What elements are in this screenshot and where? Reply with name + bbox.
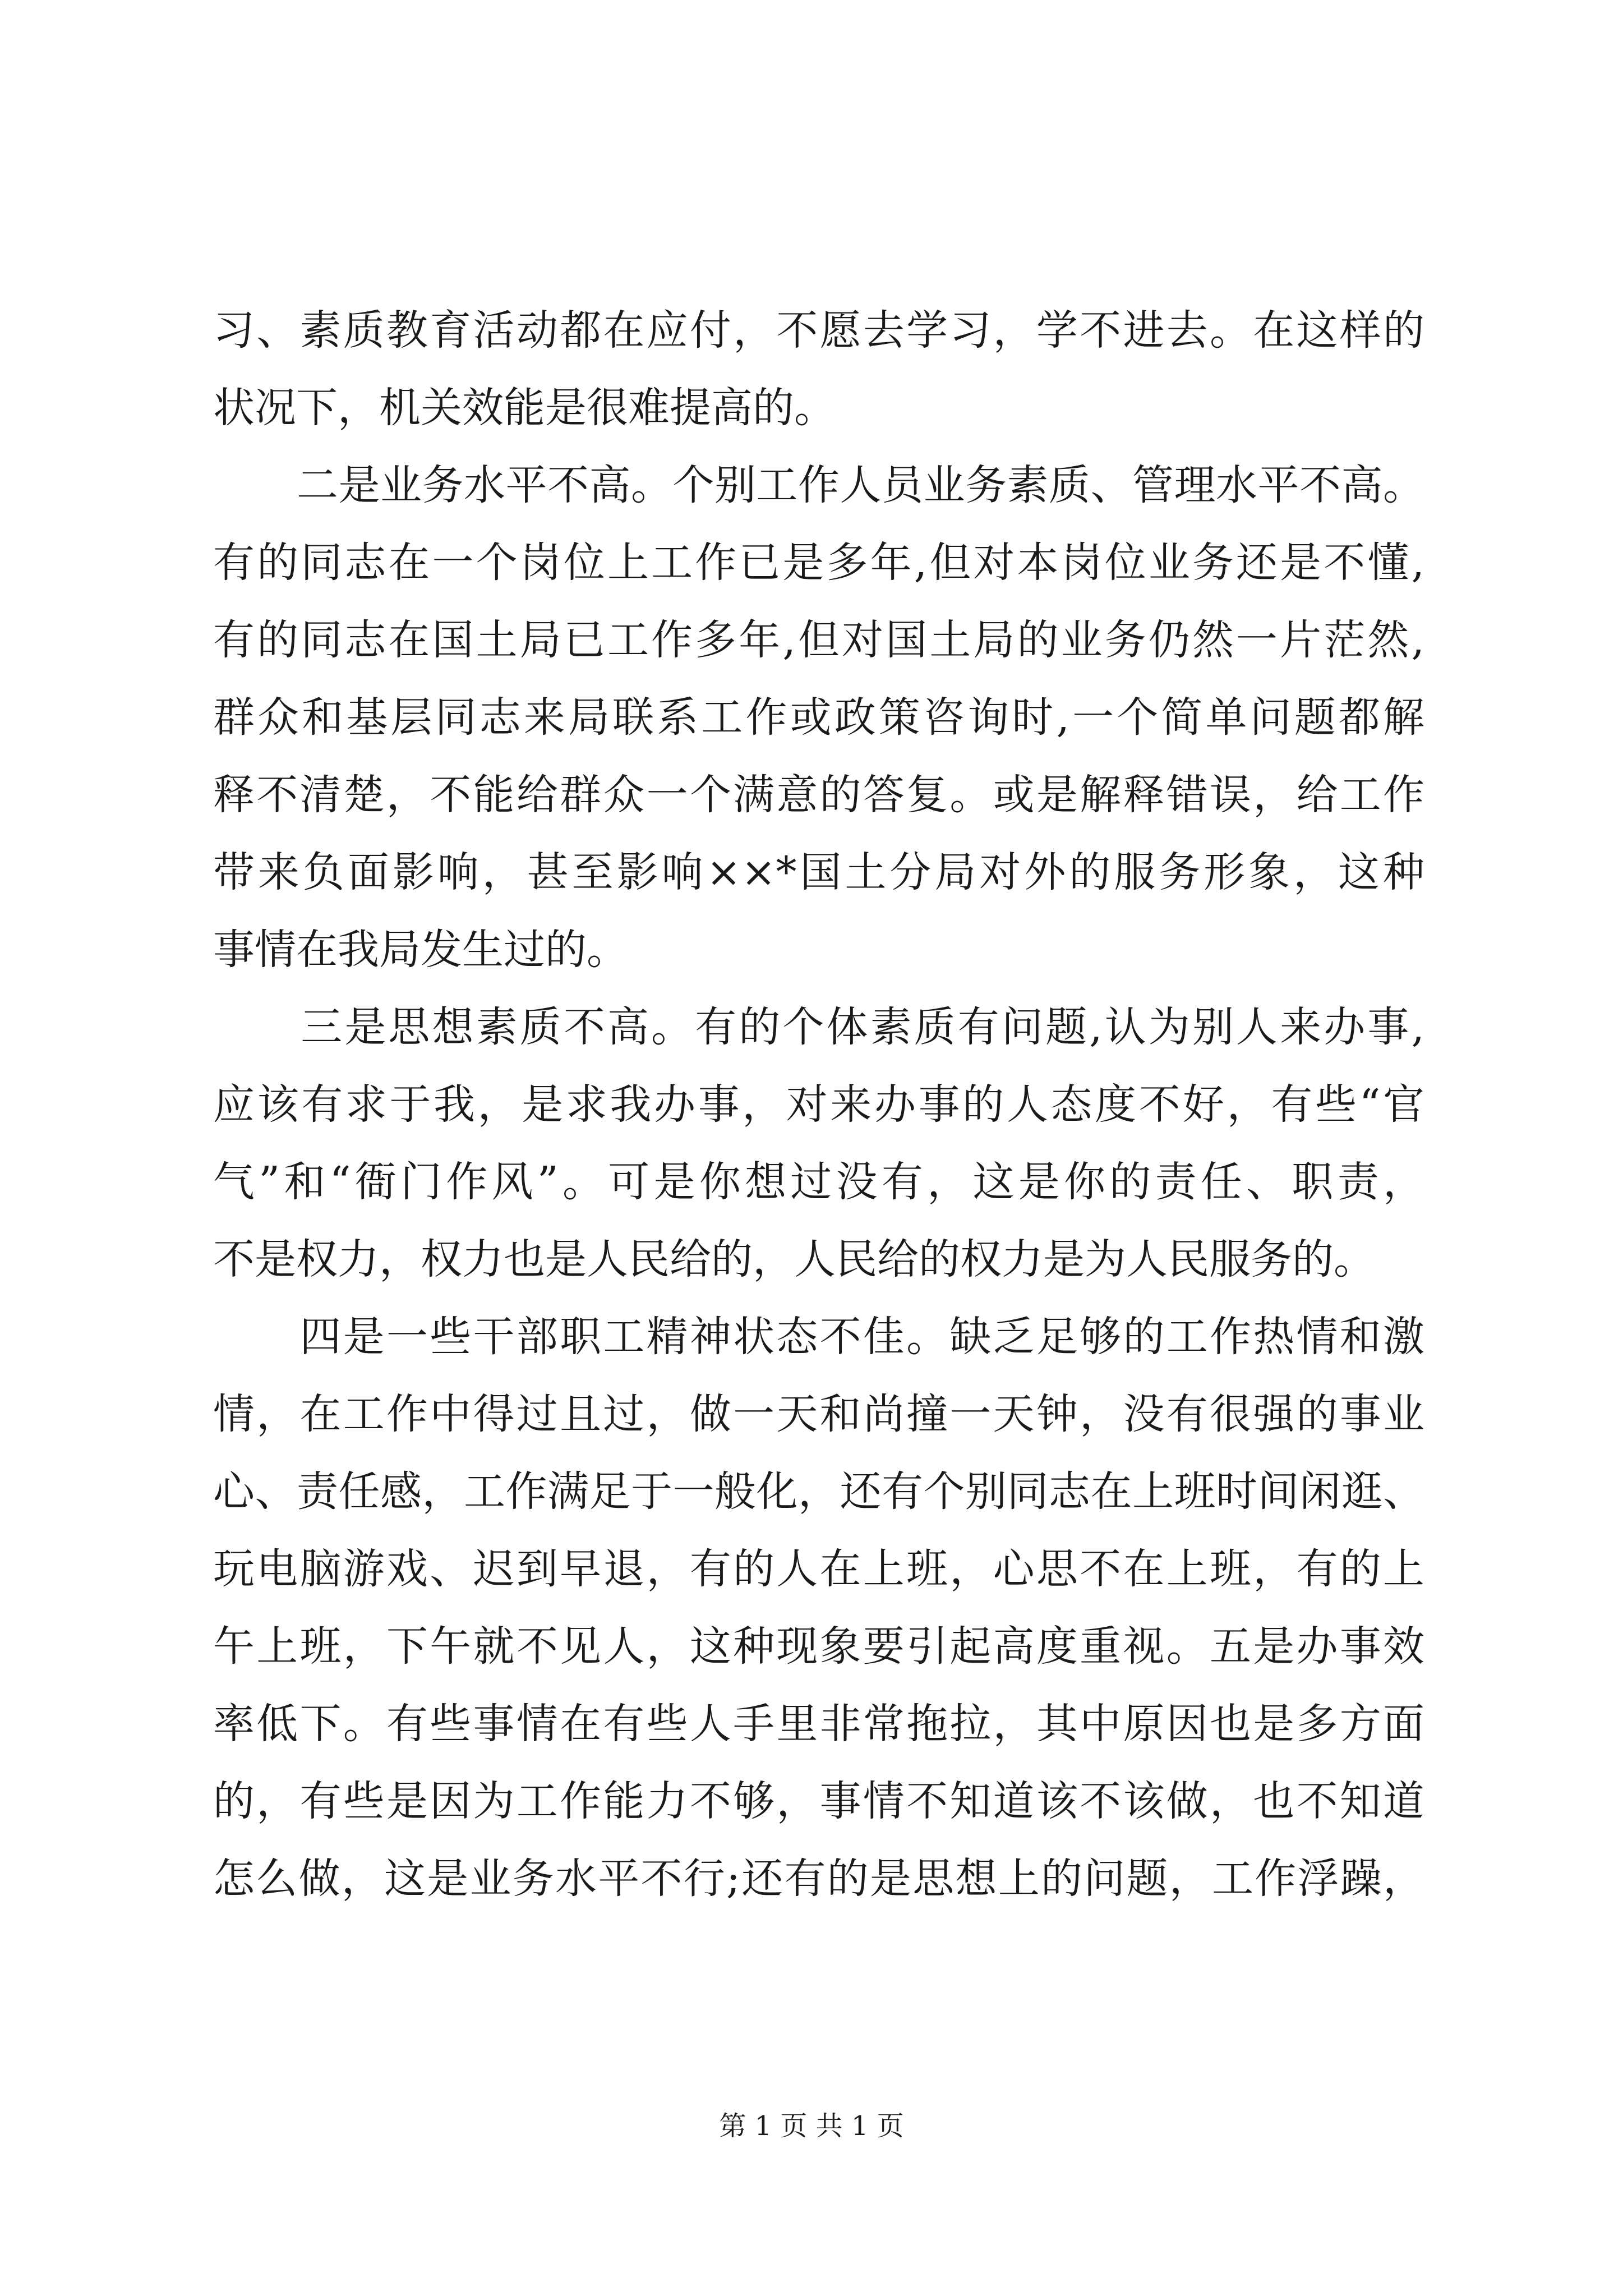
text-line: 应该有求于我，是求我办事，对来办事的人态度不好，有些“官 bbox=[213, 1080, 1424, 1129]
text-line: 三是思想素质不高。有的个体素质有问题,认为别人来办事, bbox=[213, 1003, 1424, 1051]
page-footer: 第 1 页 共 1 页 bbox=[719, 2110, 904, 2142]
text-line: 有的同志在一个岗位上工作已是多年,但对本岗位业务还是不懂, bbox=[213, 539, 1424, 587]
text-line: 状况下，机关效能是很难提高的。 bbox=[213, 384, 836, 432]
text-line: 带来负面影响，甚至影响××*国土分局对外的服务形象，这种 bbox=[213, 848, 1424, 896]
text-line: 的，有些是因为工作能力不够，事情不知道该不该做，也不知道 bbox=[213, 1777, 1424, 1825]
text-line: 事情在我局发生过的。 bbox=[213, 926, 628, 974]
text-line: 午上班，下午就不见人，这种现象要引起高度重视。五是办事效 bbox=[213, 1622, 1424, 1671]
text-line: 有的同志在国土局已工作多年,但对国土局的业务仍然一片茫然, bbox=[213, 616, 1424, 664]
document-body bbox=[213, 292, 1424, 1917]
text-line: 气”和“衙门作风”。可是你想过没有，这是你的责任、职责， bbox=[213, 1158, 1424, 1206]
text-line: 不是权力，权力也是人民给的，人民给的权力是为人民服务的。 bbox=[213, 1235, 1375, 1283]
text-line: 玩电脑游戏、迟到早退，有的人在上班，心思不在上班，有的上 bbox=[213, 1545, 1424, 1593]
text-line: 心、责任感，工作满足于一般化，还有个别同志在上班时间闲逛、 bbox=[213, 1467, 1424, 1516]
text-line: 率低下。有些事情在有些人手里非常拖拉，其中原因也是多方面 bbox=[213, 1700, 1424, 1748]
text-line: 习、素质教育活动都在应付，不愿去学习，学不进去。在这样的 bbox=[213, 306, 1424, 355]
text-line: 怎么做，这是业务水平不行;还有的是思想上的问题，工作浮躁， bbox=[213, 1855, 1424, 1903]
text-line: 群众和基层同志来局联系工作或政策咨询时,一个简单问题都解 bbox=[213, 693, 1424, 742]
text-line: 释不清楚，不能给群众一个满意的答复。或是解释错误，给工作 bbox=[213, 771, 1424, 819]
text-line: 情，在工作中得过且过，做一天和尚撞一天钟，没有很强的事业 bbox=[213, 1390, 1424, 1438]
text-line: 二是业务水平不高。个别工作人员业务素质、管理水平不高。 bbox=[213, 461, 1424, 509]
text-line: 四是一些干部职工精神状态不佳。缺乏足够的工作热情和激 bbox=[213, 1313, 1424, 1361]
